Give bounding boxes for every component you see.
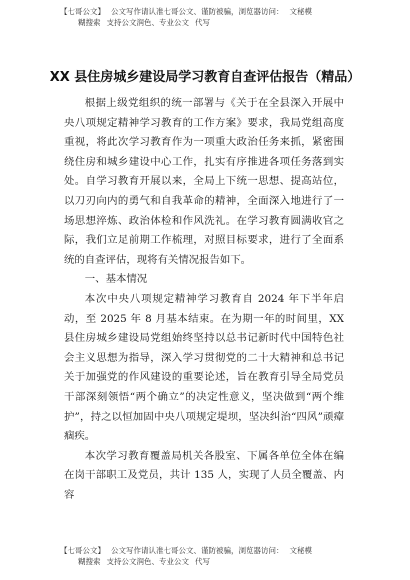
section-heading: 一、基本情况 [84, 273, 148, 286]
header-site: 文秘模 [289, 7, 312, 16]
document-body [64, 94, 344, 505]
header-line-2 [0, 17, 410, 28]
intro-paragraph: 根据上级党组织的统一部署与《关于在全县深入开展中央八项规定精神学习教育的工作方案》要求，我局党组高度重视，将此次学习教育作为一项重大政治任务来抓，紧密围绕住房和城乡建设中心工作，扎实有序推进各项任务落到实处。自学习教育开展以来，全局上下统一思想、提高站位，以刀刃向内的勇气和自我革命的精神，全面深入地进行了一场思想淬炼、政治体检和作风洗礼。在学习教育圆满收官之际，我们立足前期工作梳理，对照目标要求，进行了全面系统的自查评估，现将有关情况报告如下。 [64, 97, 344, 266]
header-brand: 【七哥公文】 [60, 7, 105, 16]
basic-situation-paragraph: 本次中央八项规定精神学习教育自 2024 年下半年启动，至 2025 年 8 月基本结束。在为期一年的时间里，XX 县住房城乡建设局党组始终坚持以总书记新时代中国特色社会主义思想为指导，深入学习贯彻党的二十大精神和总书记关于加强党的作风建设的重要论述，旨在教育引导全局党员干部深刻领悟“两个确立”的决定性意义，坚决做到“两个维护”，持之以恒加固中央八项规定堤坝，坚决纠治“四风”顽瘴痼疾。 [64, 292, 344, 443]
footer-notice: 公文写作请认准七哥公文、谨防被骗，浏览器访问： [111, 546, 284, 555]
coverage-paragraph: 本次学习教育覆盖局机关各股室、下属各单位全体在编在岗干部职工及党员，共计 135 人，实现了人员全覆盖、内容 [64, 449, 344, 501]
page-footer [0, 545, 410, 567]
header-ghostwrite: 代写 [195, 18, 210, 27]
page-header [0, 6, 410, 28]
footer-service: 支持公文润色、专业公文 [106, 557, 189, 566]
footer-site: 文秘模 [289, 546, 312, 555]
footer-brand: 【七哥公文】 [60, 546, 105, 555]
header-line-1 [0, 6, 410, 17]
header-notice: 公文写作请认准七哥公文、谨防被骗，浏览器访问： [111, 7, 284, 16]
footer-line-2 [0, 556, 410, 567]
document-title: XX 县住房城乡建设局学习教育自查评估报告（精品） [49, 70, 361, 85]
footer-search: 糊搜索 [78, 557, 101, 566]
header-search: 糊搜索 [78, 18, 101, 27]
header-service: 支持公文润色、专业公文 [106, 18, 189, 27]
footer-line-1 [0, 545, 410, 556]
footer-ghostwrite: 代写 [195, 557, 210, 566]
